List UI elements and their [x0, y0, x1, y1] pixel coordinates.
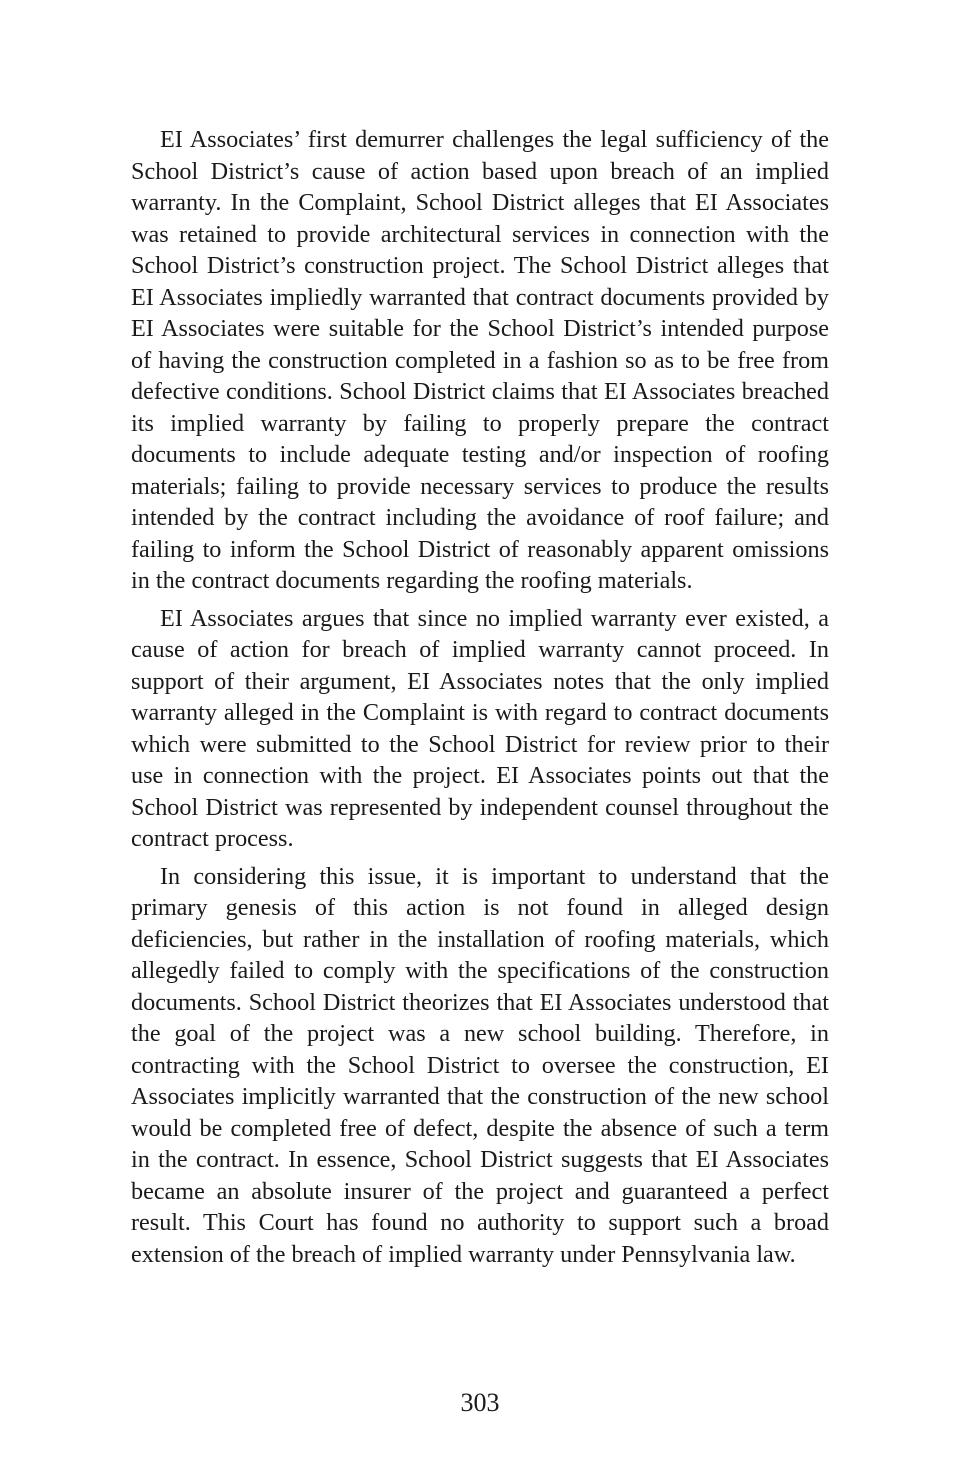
page-body	[131, 124, 829, 1276]
page-number: 303	[460, 1388, 500, 1417]
paragraph-2: EI Associates argues that since no implied warranty ever existed, a cause of action for breach of implied warranty cannot proceed. In support of their argument, EI Associates notes that the only implied warranty alleged in the Complaint is with regard to contract documents which were submitted to the School District for review prior to their use in connection with the project. EI Associates points out that the School District was represented by independent counsel throughout the contract process.	[131, 604, 829, 852]
paragraph-1: EI Associates’ first demurrer challenges the legal sufficiency of the School District’s cause of action based upon breach of an implied warranty. In the Complaint, School District alleges that EI Associates was retained to provide architectural services in connection with the School District’s construction project. The School District alleges that EI Associates impliedly warranted that contract documents provided by EI Associates were suitable for the School District’s intended purpose of having the construction completed in a fashion so as to be free from defective conditions. School District claims that EI Associates breached its implied warranty by failing to properly prepare the contract documents to include adequate testing and/or inspection of roofing materials; failing to provide necessary services to produce the results intended by the contract including the avoidance of roof failure; and failing to inform the School District of reasonably apparent omissions in the contract documents regarding the roofing materials.	[131, 126, 829, 594]
paragraph-3: In considering this issue, it is important to understand that the primary genesis of this action is not found in alleged design deficiencies, but rather in the installation of roofing materials, which allegedly failed to comply with the specifications of the construction documents. School District theorizes that EI Associates understood that the goal of the project was a new school building. Therefore, in contracting with the School District to oversee the construction, EI Associates implicitly warranted that the construction of the new school would be completed free of defect, despite the absence of such a term in the contract. In essence, School District suggests that EI Associates became an absolute insurer of the project and guaranteed a perfect result. This Court has found no authority to support such a broad extension of the breach of implied warranty under Pennsylvania law.	[131, 862, 829, 1268]
